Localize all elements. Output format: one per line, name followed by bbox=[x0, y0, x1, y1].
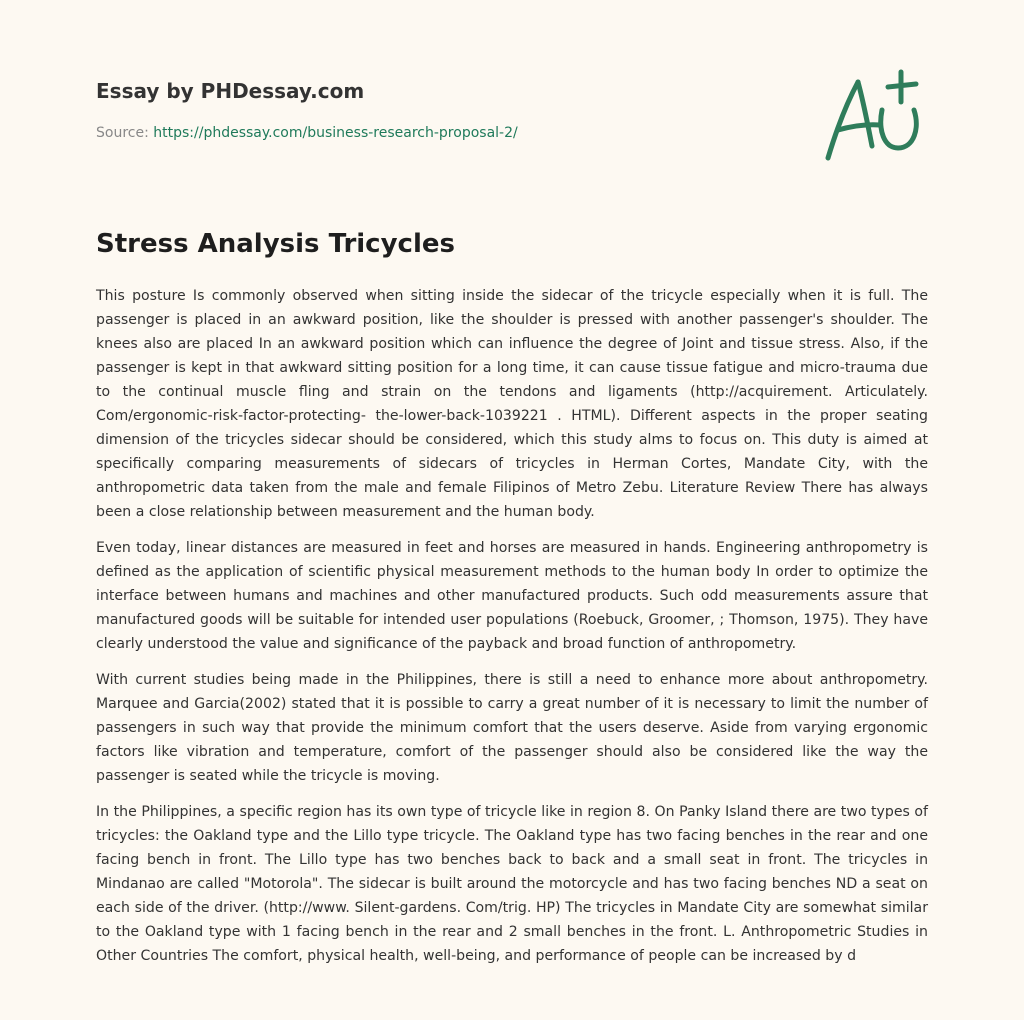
essay-body bbox=[96, 284, 928, 980]
essay-title: Stress Analysis Tricycles bbox=[96, 229, 455, 259]
a-plus-logo-icon bbox=[818, 68, 930, 168]
logo-a-right-stroke bbox=[858, 82, 872, 146]
essay-page bbox=[96, 0, 928, 1020]
essay-paragraph-3: With current studies being made in the Philippines, there is still a need to enhance more about anthropometry. Marquee and Garcia(2002) stated that it is possible to carry a great number of it is necessary to limit the number of passengers in such way that provide the minimum comfort that the users deserve. Aside from varying ergonomic factors like vibration and temperature, comfort of the passenger should also be considered like the way the passenger is seated while the tricycle is moving. bbox=[96, 672, 928, 784]
essay-paragraph-4: In the Philippines, a specific region has its own type of tricycle like in region 8. On Panky Island there are two types of tricycles: the Oakland type and the Lillo type tricycle. The Oakland type has two facing benches in the rear and one facing bench in front. The Lillo type has two benches back to back and a small seat in front. The tricycles in Mindanao are called "Motorola". The sidecar is built around the motorcycle and has two facing benches ND a seat on each side of the driver. (http://www. Silent-gardens. Com/trig. HP) The tricycles in Mandate City are somewhat similar to the Oakland type with 1 facing bench in the rear and 2 small benches in the front. L. Anthropometric Studies in Other Countries The comfort, physical health, well-being, and performance of people can be increased by d bbox=[96, 804, 928, 964]
essay-paragraph-2: Even today, linear distances are measured in feet and horses are measured in hands. Engineering anthropometry is defined as the application of scientific physical measurement methods to the human body In order to optimize the interface between humans and machines and other manufactured products. Such odd measurements assure that manufactured goods will be suitable for intended user populations (Roebuck, Groomer, ; Thomson, 1975). They have clearly understood the value and significance of the payback and broad function of anthropometry. bbox=[96, 540, 928, 652]
source-label: Source: bbox=[96, 125, 154, 141]
logo-a-crossbar bbox=[838, 125, 880, 130]
a-plus-logo-svg bbox=[818, 68, 930, 168]
logo-a-left-stroke bbox=[828, 82, 858, 158]
essay-paragraph-1: This posture Is commonly observed when sitting inside the sidecar of the tricycle especially when it is full. The passenger is placed in an awkward position, like the shoulder is pressed with another passenger's shoulder. The knees also are placed In an awkward position which can influence the degree of Joint and tissue stress. Also, if the passenger is kept in that awkward sitting position for a long time, it can cause tissue fatigue and micro-trauma due to the continual muscle fling and strain on the tendons and ligaments (http://acquirement. Articulately. Com/ergonomic-risk-factor-protecting- the-lower-back-1039221 . HTML). Different aspects in the proper seating dimension of the tricycles sidecar should be considered, which this study alms to focus on. This duty is aimed at specifically comparing measurements of sidecars of tricycles in Herman Cortes, Mandate City, with the anthropometric data taken from the male and female Filipinos of Metro Zebu. Literature Review There has always been a close relationship between measurement and the human body. bbox=[96, 288, 928, 520]
logo-swoosh bbox=[881, 110, 916, 148]
site-title: Essay by PHDessay.com bbox=[96, 79, 365, 103]
logo-plus-horizontal bbox=[888, 84, 916, 87]
source-line bbox=[96, 123, 518, 143]
source-link[interactable]: https://phdessay.com/business-research-proposal-2/ bbox=[153, 125, 518, 141]
